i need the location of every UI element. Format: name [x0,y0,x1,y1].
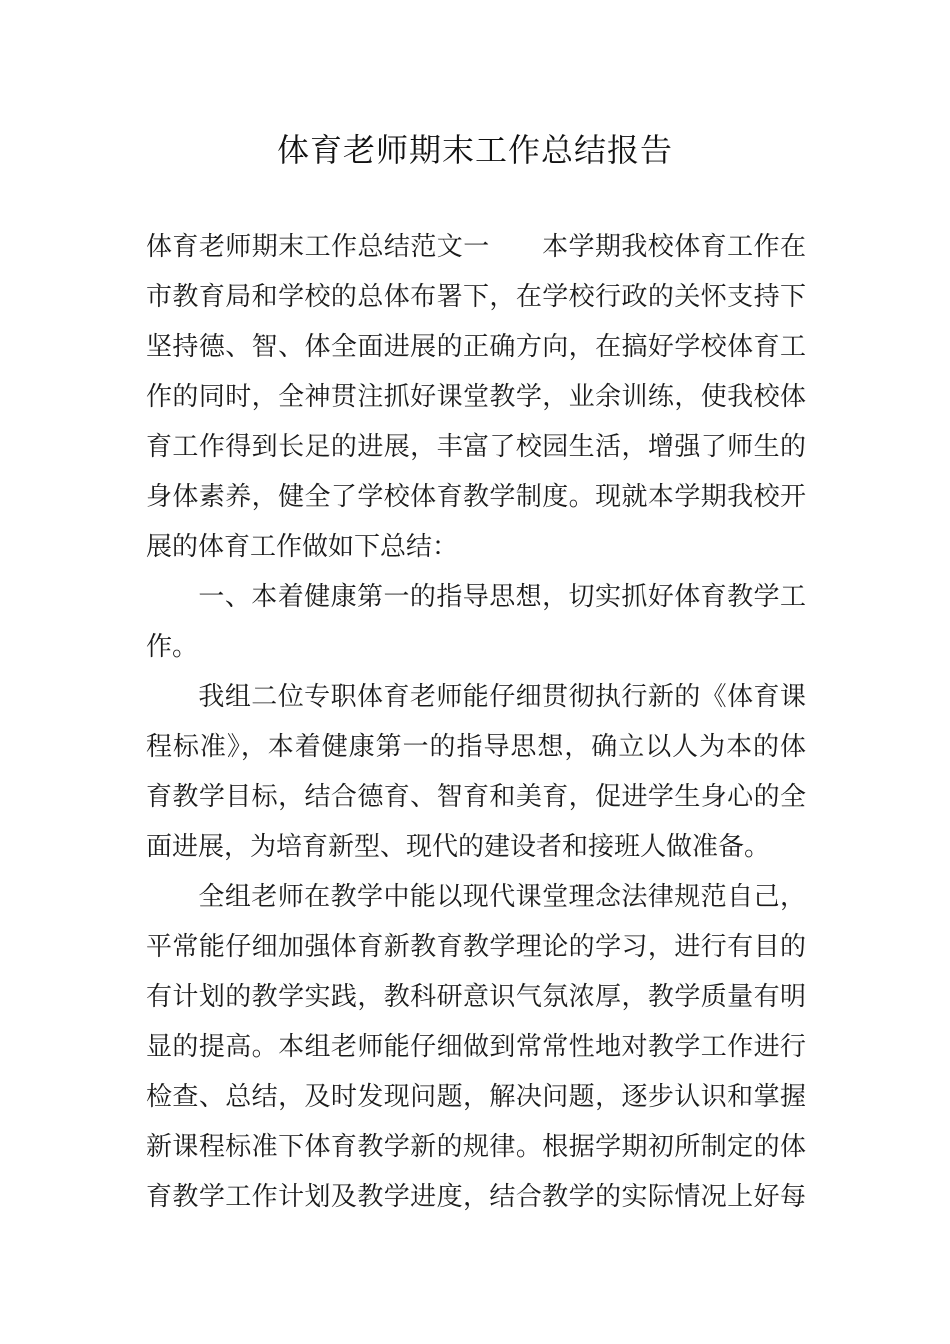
text-segment: 平常能仔细加强体育新教育教学理论的学习，进行有目的 [146,932,806,962]
text-segment: 一、本着健康第一的指导思想，切实抓好体育教学工 [198,582,806,612]
text-segment: 本学期我校体育工作在 [541,232,806,262]
text-segment: 程标准》，本着健康第一的指导思想，确立以人为本的体 [146,732,806,762]
text-segment: 显的提高。本组老师能仔细做到常常性地对教学工作进行 [146,1032,806,1062]
text-line [146,1122,806,1172]
text-segment: 作。 [146,632,199,662]
text-segment: 新课程标准下体育教学新的规律。根据学期初所制定的体 [146,1132,806,1162]
text-segment: 我组二位专职体育老师能仔细贯彻执行新的《体育课 [198,682,806,712]
text-line [146,622,806,672]
text-segment: 面进展，为培育新型、现代的建设者和接班人做准备。 [146,832,771,862]
text-line [146,472,806,522]
text-segment: 展的体育工作做如下总结： [146,532,459,562]
text-segment: 作的同时，全神贯注抓好课堂教学，业余训练，使我校体 [146,382,806,412]
text-line [146,722,806,772]
text-segment: 检查、总结，及时发现问题，解决问题，逐步认识和掌握 [146,1082,806,1112]
text-segment: 育教学目标，结合德育、智育和美育，促进学生身心的全 [146,782,806,812]
text-line [146,1172,806,1222]
text-line [146,522,806,572]
text-segment: 育教学工作计划及教学进度，结合教学的实际情况上好每 [146,1182,806,1212]
text-segment: 育工作得到长足的进展，丰富了校园生活，增强了师生的 [146,432,806,462]
text-line [146,872,806,922]
text-line [146,672,806,722]
text-segment: 坚持德、智、体全面进展的正确方向，在搞好学校体育工 [146,332,806,362]
text-line [146,572,806,622]
text-line [146,272,806,322]
text-segment: 身体素养，健全了学校体育教学制度。现就本学期我校开 [146,482,806,512]
text-line [146,972,806,1022]
text-line [146,1072,806,1122]
text-segment: 体育老师期末工作总结范文一 [146,232,490,262]
text-line [146,422,806,472]
text-segment: 市教育局和学校的总体布署下，在学校行政的关怀支持下 [146,282,806,312]
text-line [146,322,806,372]
text-line [146,922,806,972]
text-line [146,222,806,272]
text-line [146,822,806,872]
document-title: 体育老师期末工作总结报告 [276,131,673,169]
text-line [146,772,806,822]
document-body [146,222,806,1222]
text-segment: 全组老师在教学中能以现代课堂理念法律规范自己， [198,882,806,912]
text-segment: 有计划的教学实践，教科研意识气氛浓厚，教学质量有明 [146,982,806,1012]
text-line [146,1022,806,1072]
text-line [146,372,806,422]
